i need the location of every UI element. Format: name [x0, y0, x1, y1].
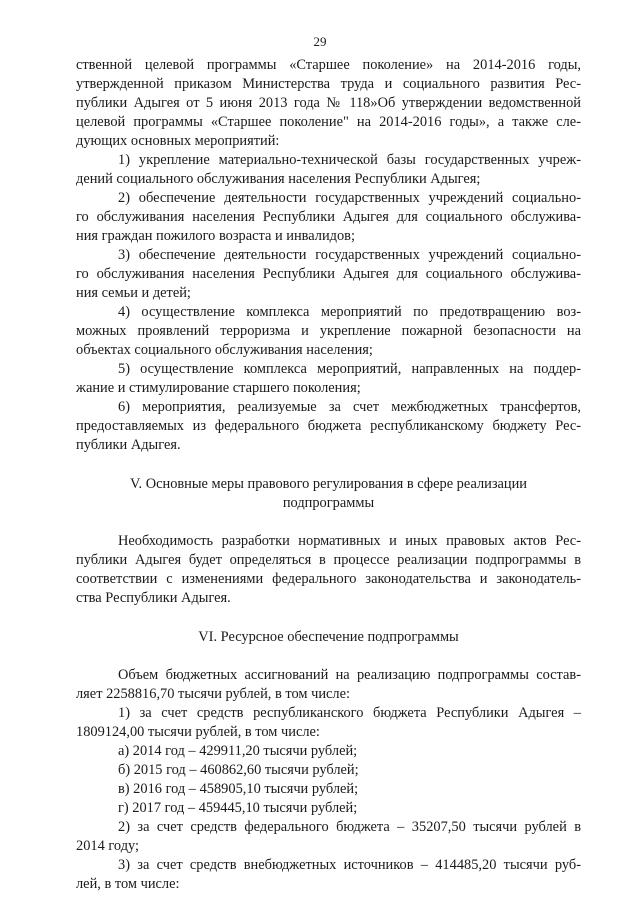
list-item: 3) обеспечение деятельности государственных учреждений социально- [118, 247, 581, 263]
section-heading: подпрограммы [282, 495, 375, 511]
paragraph-line: Объем бюджетных ассигнований на реализацию подпрограммы состав- [118, 667, 581, 683]
list-item: 1) за счет средств республиканского бюджета Республики Адыгея – [118, 705, 581, 721]
text-line: дующих основных мероприятий: [76, 133, 280, 149]
text-line: соответствии с изменениями федерального законодательства и законодатель- [76, 571, 581, 587]
list-item: 1) укрепление материально-технической базы государственных учреж- [118, 152, 581, 168]
section-heading: VI. Ресурсное обеспечение подпрограммы [198, 629, 459, 645]
list-item: 5) осуществление комплекса мероприятий, направленных на поддер- [118, 361, 581, 377]
text-line: публики Адыгея будет определяться в процессе реализации подпрограммы в [76, 552, 581, 568]
text-line: дений социального обслуживания населения Республики Адыгея; [76, 171, 481, 187]
text-line: 2014 году; [76, 838, 140, 854]
text-line: объектах социального обслуживания населения; [76, 342, 373, 358]
text-line: 1809124,00 тысячи рублей, в том числе: [76, 724, 320, 740]
text-line: го обслуживания населения Республики Адыгея для социального обслужива- [76, 209, 581, 225]
text-line: утвержденной приказом Министерства труда и социального развития Рес- [76, 76, 581, 92]
text-line: предоставляемых из федерального бюджета республиканскому бюджету Рес- [76, 418, 581, 434]
list-item: г) 2017 год – 459445,10 тысячи рублей; [118, 800, 358, 816]
text-line: лей, в том числе: [76, 876, 180, 892]
text-line: публики Адыгея. [76, 437, 181, 453]
text-line: ния граждан пожилого возраста и инвалидов; [76, 228, 355, 244]
list-item: б) 2015 год – 460862,60 тысячи рублей; [118, 762, 359, 778]
list-item: 2) обеспечение деятельности государственных учреждений социально- [118, 190, 581, 206]
list-item: а) 2014 год – 429911,20 тысячи рублей; [118, 743, 358, 759]
text-line: публики Адыгея от 5 июня 2013 года № 118»Об утверждении ведомственной [76, 95, 581, 111]
paragraph-line: Необходимость разработки нормативных и иных правовых актов Рес- [118, 533, 581, 549]
text-line: целевой программы «Старшее поколение" на 2014-2016 годы», а также сле- [76, 114, 581, 130]
text-line: жание и стимулирование старшего поколения; [76, 380, 361, 396]
list-item: 2) за счет средств федерального бюджета – 35207,50 тысячи рублей в [118, 819, 581, 835]
list-item: в) 2016 год – 458905,10 тысячи рублей; [118, 781, 359, 797]
text-line: можных проявлений терроризма и укрепление пожарной безопасности на [76, 323, 581, 339]
list-item: 3) за счет средств внебюджетных источников – 414485,20 тысячи руб- [118, 857, 581, 873]
text-line: ственной целевой программы «Старшее поколение» на 2014-2016 годы, [76, 57, 581, 73]
text-line: ства Республики Адыгея. [76, 590, 231, 606]
text-line: ния семьи и детей; [76, 285, 191, 301]
text-line: го обслуживания населения Республики Адыгея для социального обслужива- [76, 266, 581, 282]
text-line: ляет 2258816,70 тысячи рублей, в том числе: [76, 686, 350, 702]
list-item: 6) мероприятия, реализуемые за счет межбюджетных трансфертов, [118, 399, 581, 415]
list-item: 4) осуществление комплекса мероприятий по предотвращению воз- [118, 304, 581, 320]
section-heading: V. Основные меры правового регулирования в сфере реализации [129, 476, 528, 492]
page-number: 29 [313, 34, 327, 49]
